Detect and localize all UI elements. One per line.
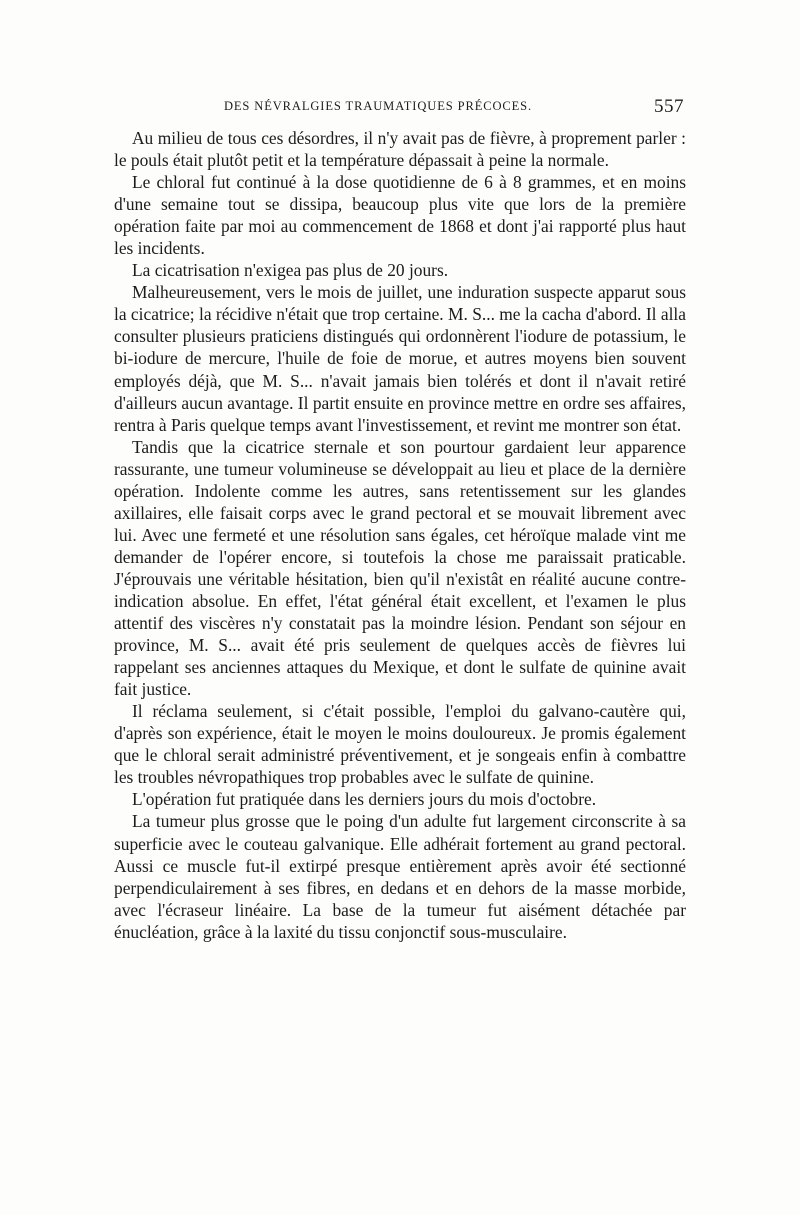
paragraph-8: La tumeur plus grosse que le poing d'un adulte fut largement circonscrite à sa superficie avec le couteau galvanique. Elle adhérait fortement au grand pectoral. Aussi ce muscle fut-il extirpé presque entièrement après avoir été sectionné perpendiculairement à ses fibres, en dedans et en dehors de la masse morbide, avec l'écraseur linéaire. La base de la tumeur fut aisément détachée par énucléation, grâce à la laxité du tissu conjonctif sous-musculaire.	[114, 811, 686, 942]
paragraph-7: L'opération fut pratiquée dans les derniers jours du mois d'octobre.	[132, 789, 597, 810]
page-number: 557	[654, 96, 684, 117]
body-text	[114, 127, 686, 943]
running-head	[112, 96, 684, 119]
paragraph-1: Au milieu de tous ces désordres, il n'y avait pas de fièvre, à proprement parler : le pouls était plutôt petit et la température dépassait à peine la normale.	[114, 128, 686, 171]
paragraph-5: Tandis que la cicatrice sternale et son pourtour gardaient leur apparence rassurante, une tumeur volumineuse se développait au lieu et place de la dernière opération. Indolente comme les autres, sans retentissement sur les glandes axillaires, elle faisait corps avec le grand pectoral et se mouvait librement avec lui. Avec une fermeté et une résolution sans égales, cet héroïque malade vint me demander de l'opérer encore, si toutefois la chose me paraissait praticable. J'éprouvais une véritable hésitation, bien qu'il n'existât en réalité aucune contre-indication absolue. En effet, l'état général était excellent, et l'examen le plus attentif des viscères n'y constatait pas la moindre lésion. Pendant son séjour en province, M. S... avait été pris seulement de quelques accès de fièvres lui rappelant ses anciennes attaques du Mexique, et dont le sulfate de quinine avait fait justice.	[114, 436, 686, 700]
paragraph-6: Il réclama seulement, si c'était possible, l'emploi du galvano-cautère qui, d'après son expérience, était le moyen le moins douloureux. Je promis également que le chloral serait administré préventivement, et je songeais enfin à combattre les troubles névropathiques trop probables avec le sulfate de quinine.	[114, 701, 686, 788]
paragraph-3: La cicatrisation n'exigea pas plus de 20 jours.	[132, 260, 449, 281]
paragraph-4: Malheureusement, vers le mois de juillet, une induration suspecte apparut sous la cicatrice; la récidive n'était que trop certaine. M. S... me la cacha d'abord. Il alla consulter plusieurs praticiens distingués qui ordonnèrent l'iodure de potassium, le bi-iodure de mercure, l'huile de foie de morue, et autres moyens bien souvent employés déjà, que M. S... n'avait jamais bien tolérés et dont il n'avait retiré d'ailleurs aucun avantage. Il partit ensuite en province mettre en ordre ses affaires, rentra à Paris quelque temps avant l'investissement, et revint me montrer son état.	[114, 282, 686, 435]
paragraph-2: Le chloral fut continué à la dose quotidienne de 6 à 8 grammes, et en moins d'une semaine tout se dissipa, beaucoup plus vite que lors de la première opération faite par moi au commencement de 1868 et dont j'ai rapporté plus haut les incidents.	[114, 172, 686, 259]
running-title: DES NÉVRALGIES TRAUMATIQUES PRÉCOCES.	[223, 99, 533, 113]
